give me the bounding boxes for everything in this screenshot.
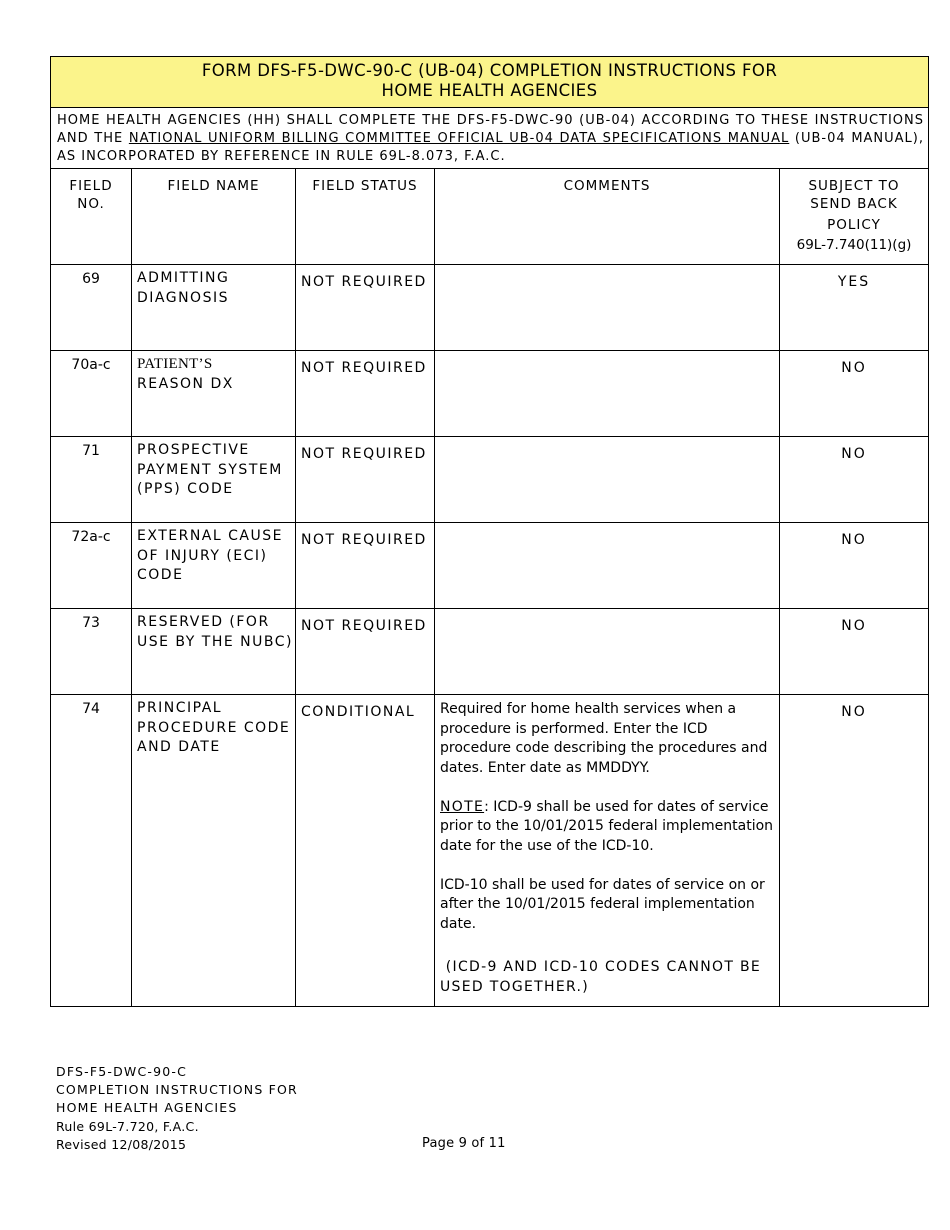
ub04-manual-reference: NATIONAL UNIFORM BILLING COMMITTEE OFFICIAL UB-04 DATA SPECIFICATIONS MANUAL bbox=[128, 131, 790, 146]
form-title bbox=[51, 57, 929, 108]
send-back-value: NO bbox=[780, 695, 929, 1007]
field-comments bbox=[435, 351, 780, 437]
footer-subtitle: HOME HEALTH AGENCIES bbox=[56, 1100, 238, 1116]
document-footer bbox=[56, 1063, 298, 1154]
intro-row bbox=[51, 108, 929, 169]
title-row bbox=[51, 57, 929, 108]
field-number: 69 bbox=[51, 265, 132, 351]
comment-paragraph: Required for home health services when a procedure is performed. Enter the ICD procedure code describing the procedures and dates. Enter date as MMDDYY. bbox=[440, 701, 768, 776]
footer-form-id: DFS-F5-DWC-90-C bbox=[56, 1064, 188, 1079]
instructions-document bbox=[50, 56, 928, 1007]
header-send-back bbox=[780, 169, 929, 265]
field-comments bbox=[435, 265, 780, 351]
page-number: Page 9 of 11 bbox=[422, 1136, 506, 1151]
field-number: 71 bbox=[51, 437, 132, 523]
field-number: 74 bbox=[51, 695, 132, 1007]
field-status: NOT REQUIRED bbox=[296, 437, 435, 523]
send-back-value: NO bbox=[780, 523, 929, 609]
footer-title: COMPLETION INSTRUCTIONS FOR bbox=[56, 1082, 298, 1098]
header-comments: COMMENTS bbox=[435, 169, 780, 265]
intro-part-2: (UB-04 MANUAL), AS INCORPORATED BY REFERENCE IN RULE 69L-8.073, F.A.C. bbox=[57, 131, 925, 164]
header-field-no: FIELD NO. bbox=[51, 169, 132, 265]
title-line-2: HOME HEALTH AGENCIES bbox=[381, 81, 598, 100]
send-back-label: SUBJECT TO SEND BACK bbox=[808, 178, 900, 212]
title-line-1: FORM DFS-F5-DWC-90-C (UB-04) COMPLETION INSTRUCTIONS FOR bbox=[201, 61, 778, 80]
field-status: NOT REQUIRED bbox=[296, 609, 435, 695]
header-field-name: FIELD NAME bbox=[132, 169, 296, 265]
send-back-value: NO bbox=[780, 351, 929, 437]
table-row bbox=[51, 351, 929, 437]
send-back-rule: 69L-7.740(11)(g) bbox=[796, 237, 912, 253]
table-row bbox=[51, 523, 929, 609]
comment-paragraph: ICD-10 shall be used for dates of service on or after the 10/01/2015 federal implementation date. bbox=[440, 876, 765, 932]
field-name: PRINCIPAL PROCEDURE CODE AND DATE bbox=[132, 695, 296, 1007]
column-header-row bbox=[51, 169, 929, 265]
field-number: 72a-c bbox=[51, 523, 132, 609]
note-text: : ICD-9 shall be used for dates of service prior to the 10/01/2015 federal implementation date for the use of the ICD-10. bbox=[440, 798, 774, 854]
field-number: 73 bbox=[51, 609, 132, 695]
send-back-value: YES bbox=[780, 265, 929, 351]
field-status: NOT REQUIRED bbox=[296, 265, 435, 351]
field-comments bbox=[435, 523, 780, 609]
send-back-value: NO bbox=[780, 437, 929, 523]
field-name: RESERVED (FOR USE BY THE NUBC) bbox=[132, 609, 296, 695]
comment-note bbox=[440, 798, 775, 857]
field-name: ADMITTING DIAGNOSIS bbox=[132, 265, 296, 351]
table-row bbox=[51, 437, 929, 523]
field-name bbox=[132, 351, 296, 437]
field-name-line-2: REASON DX bbox=[137, 375, 234, 392]
send-back-policy: POLICY bbox=[827, 217, 881, 233]
intro-part-1: HOME HEALTH AGENCIES (HH) SHALL COMPLETE THE DFS-F5-DWC-90 (UB-04) ACCORDING TO THESE INSTRUCTIONS AND THE bbox=[57, 113, 925, 146]
field-name: EXTERNAL CAUSE OF INJURY (ECI) CODE bbox=[132, 523, 296, 609]
field-name: PROSPECTIVE PAYMENT SYSTEM (PPS) CODE bbox=[132, 437, 296, 523]
table-row bbox=[51, 609, 929, 695]
field-status: NOT REQUIRED bbox=[296, 351, 435, 437]
comment-warning: (ICD-9 AND ICD-10 CODES CANNOT BE USED TOGETHER.) bbox=[440, 959, 767, 995]
field-status: CONDITIONAL bbox=[296, 695, 435, 1007]
table-row bbox=[51, 695, 929, 1007]
field-number: 70a-c bbox=[51, 351, 132, 437]
field-status: NOT REQUIRED bbox=[296, 523, 435, 609]
note-label: NOTE bbox=[440, 798, 485, 815]
field-comments bbox=[435, 695, 780, 1007]
table-row bbox=[51, 265, 929, 351]
footer-rule: Rule 69L-7.720, F.A.C. bbox=[56, 1118, 199, 1134]
field-comments bbox=[435, 437, 780, 523]
instructions-table bbox=[50, 56, 929, 1007]
field-name-line-1: PATIENT’S bbox=[137, 356, 213, 372]
intro-text bbox=[51, 108, 929, 169]
field-comments bbox=[435, 609, 780, 695]
footer-revised: Revised 12/08/2015 bbox=[56, 1136, 187, 1152]
header-field-status: FIELD STATUS bbox=[296, 169, 435, 265]
send-back-value: NO bbox=[780, 609, 929, 695]
